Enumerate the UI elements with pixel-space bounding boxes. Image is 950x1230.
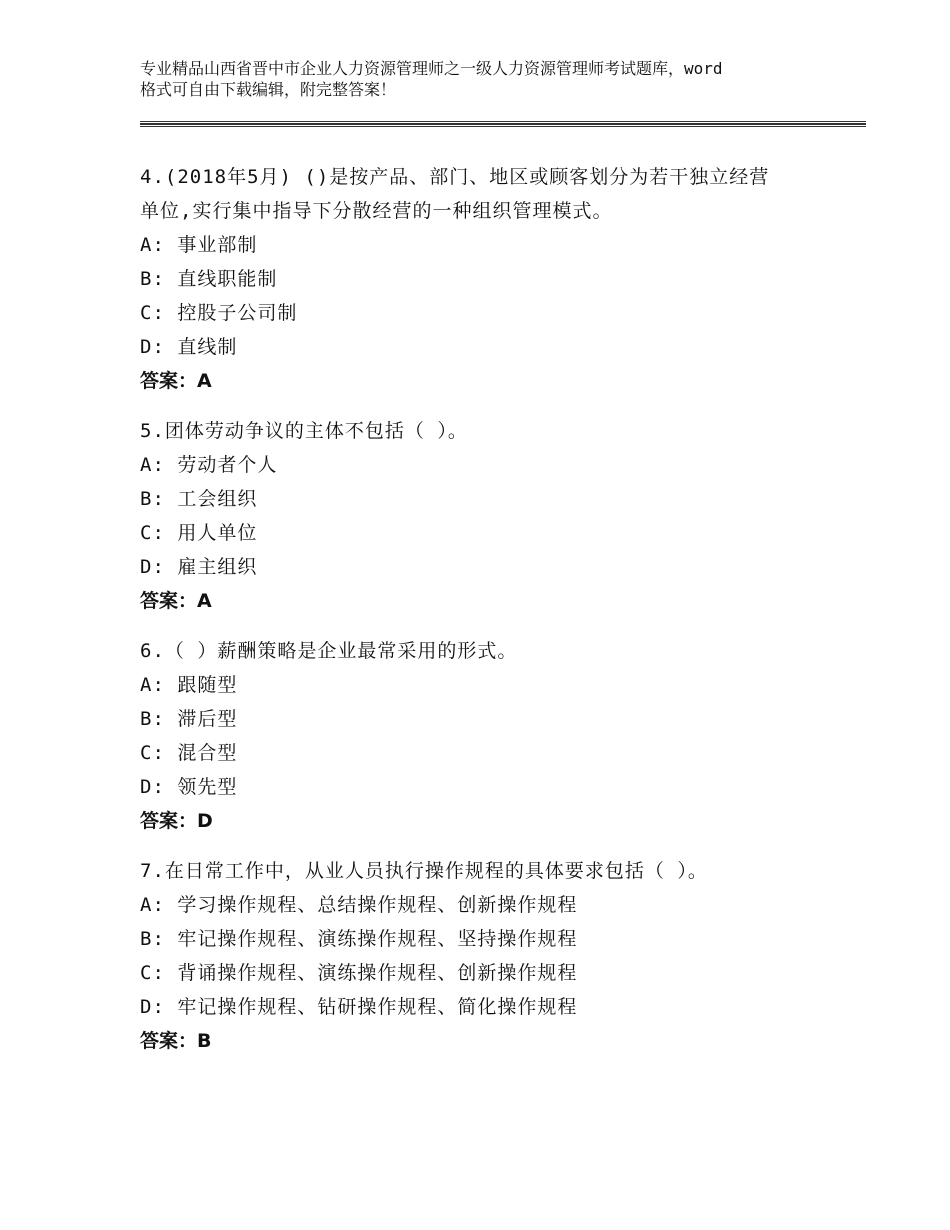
question-list (140, 160, 840, 1074)
header-divider-top (140, 121, 866, 122)
question-5 (140, 414, 840, 618)
option-c: C: 控股子公司制 (140, 302, 298, 324)
option-d: D: 领先型 (140, 776, 238, 798)
answer: 答案：A (140, 370, 212, 392)
option-b: B: 直线职能制 (140, 268, 278, 290)
header-line-2: 格式可自由下载编辑，附完整答案！ (140, 80, 397, 99)
header-line-1: 专业精品山西省晋中市企业人力资源管理师之一级人力资源管理师考试题库，word (140, 59, 723, 78)
document-header (140, 58, 840, 100)
option-d: D: 牢记操作规程、钻研操作规程、简化操作规程 (140, 996, 578, 1018)
option-a: A: 学习操作规程、总结操作规程、创新操作规程 (140, 894, 578, 916)
question-text: 4.(2018年5月) ()是按产品、部门、地区或顾客划分为若干独立经营 (140, 166, 770, 188)
answer: 答案：B (140, 1030, 212, 1052)
option-c: C: 混合型 (140, 742, 238, 764)
option-b: B: 牢记操作规程、演练操作规程、坚持操作规程 (140, 928, 578, 950)
question-text: 5.团体劳动争议的主体不包括（ ）。 (140, 420, 468, 442)
question-4 (140, 160, 840, 398)
question-text-continued: 单位,实行集中指导下分散经营的一种组织管理模式。 (140, 200, 613, 222)
option-b: B: 工会组织 (140, 488, 258, 510)
option-b: B: 滞后型 (140, 708, 238, 730)
answer: 答案：A (140, 590, 212, 612)
option-c: C: 用人单位 (140, 522, 258, 544)
question-text: 7.在日常工作中，从业人员执行操作规程的具体要求包括（ ）。 (140, 860, 708, 882)
option-d: D: 雇主组织 (140, 556, 258, 578)
question-text: 6.（ ）薪酬策略是企业最常采用的形式。 (140, 640, 518, 662)
option-a: A: 跟随型 (140, 674, 238, 696)
question-7 (140, 854, 840, 1058)
header-divider-bottom (140, 126, 866, 127)
answer: 答案：D (140, 810, 213, 832)
option-c: C: 背诵操作规程、演练操作规程、创新操作规程 (140, 962, 578, 984)
option-a: A: 事业部制 (140, 234, 258, 256)
option-a: A: 劳动者个人 (140, 454, 278, 476)
option-d: D: 直线制 (140, 336, 238, 358)
question-6 (140, 634, 840, 838)
header-divider-middle (140, 123, 866, 125)
